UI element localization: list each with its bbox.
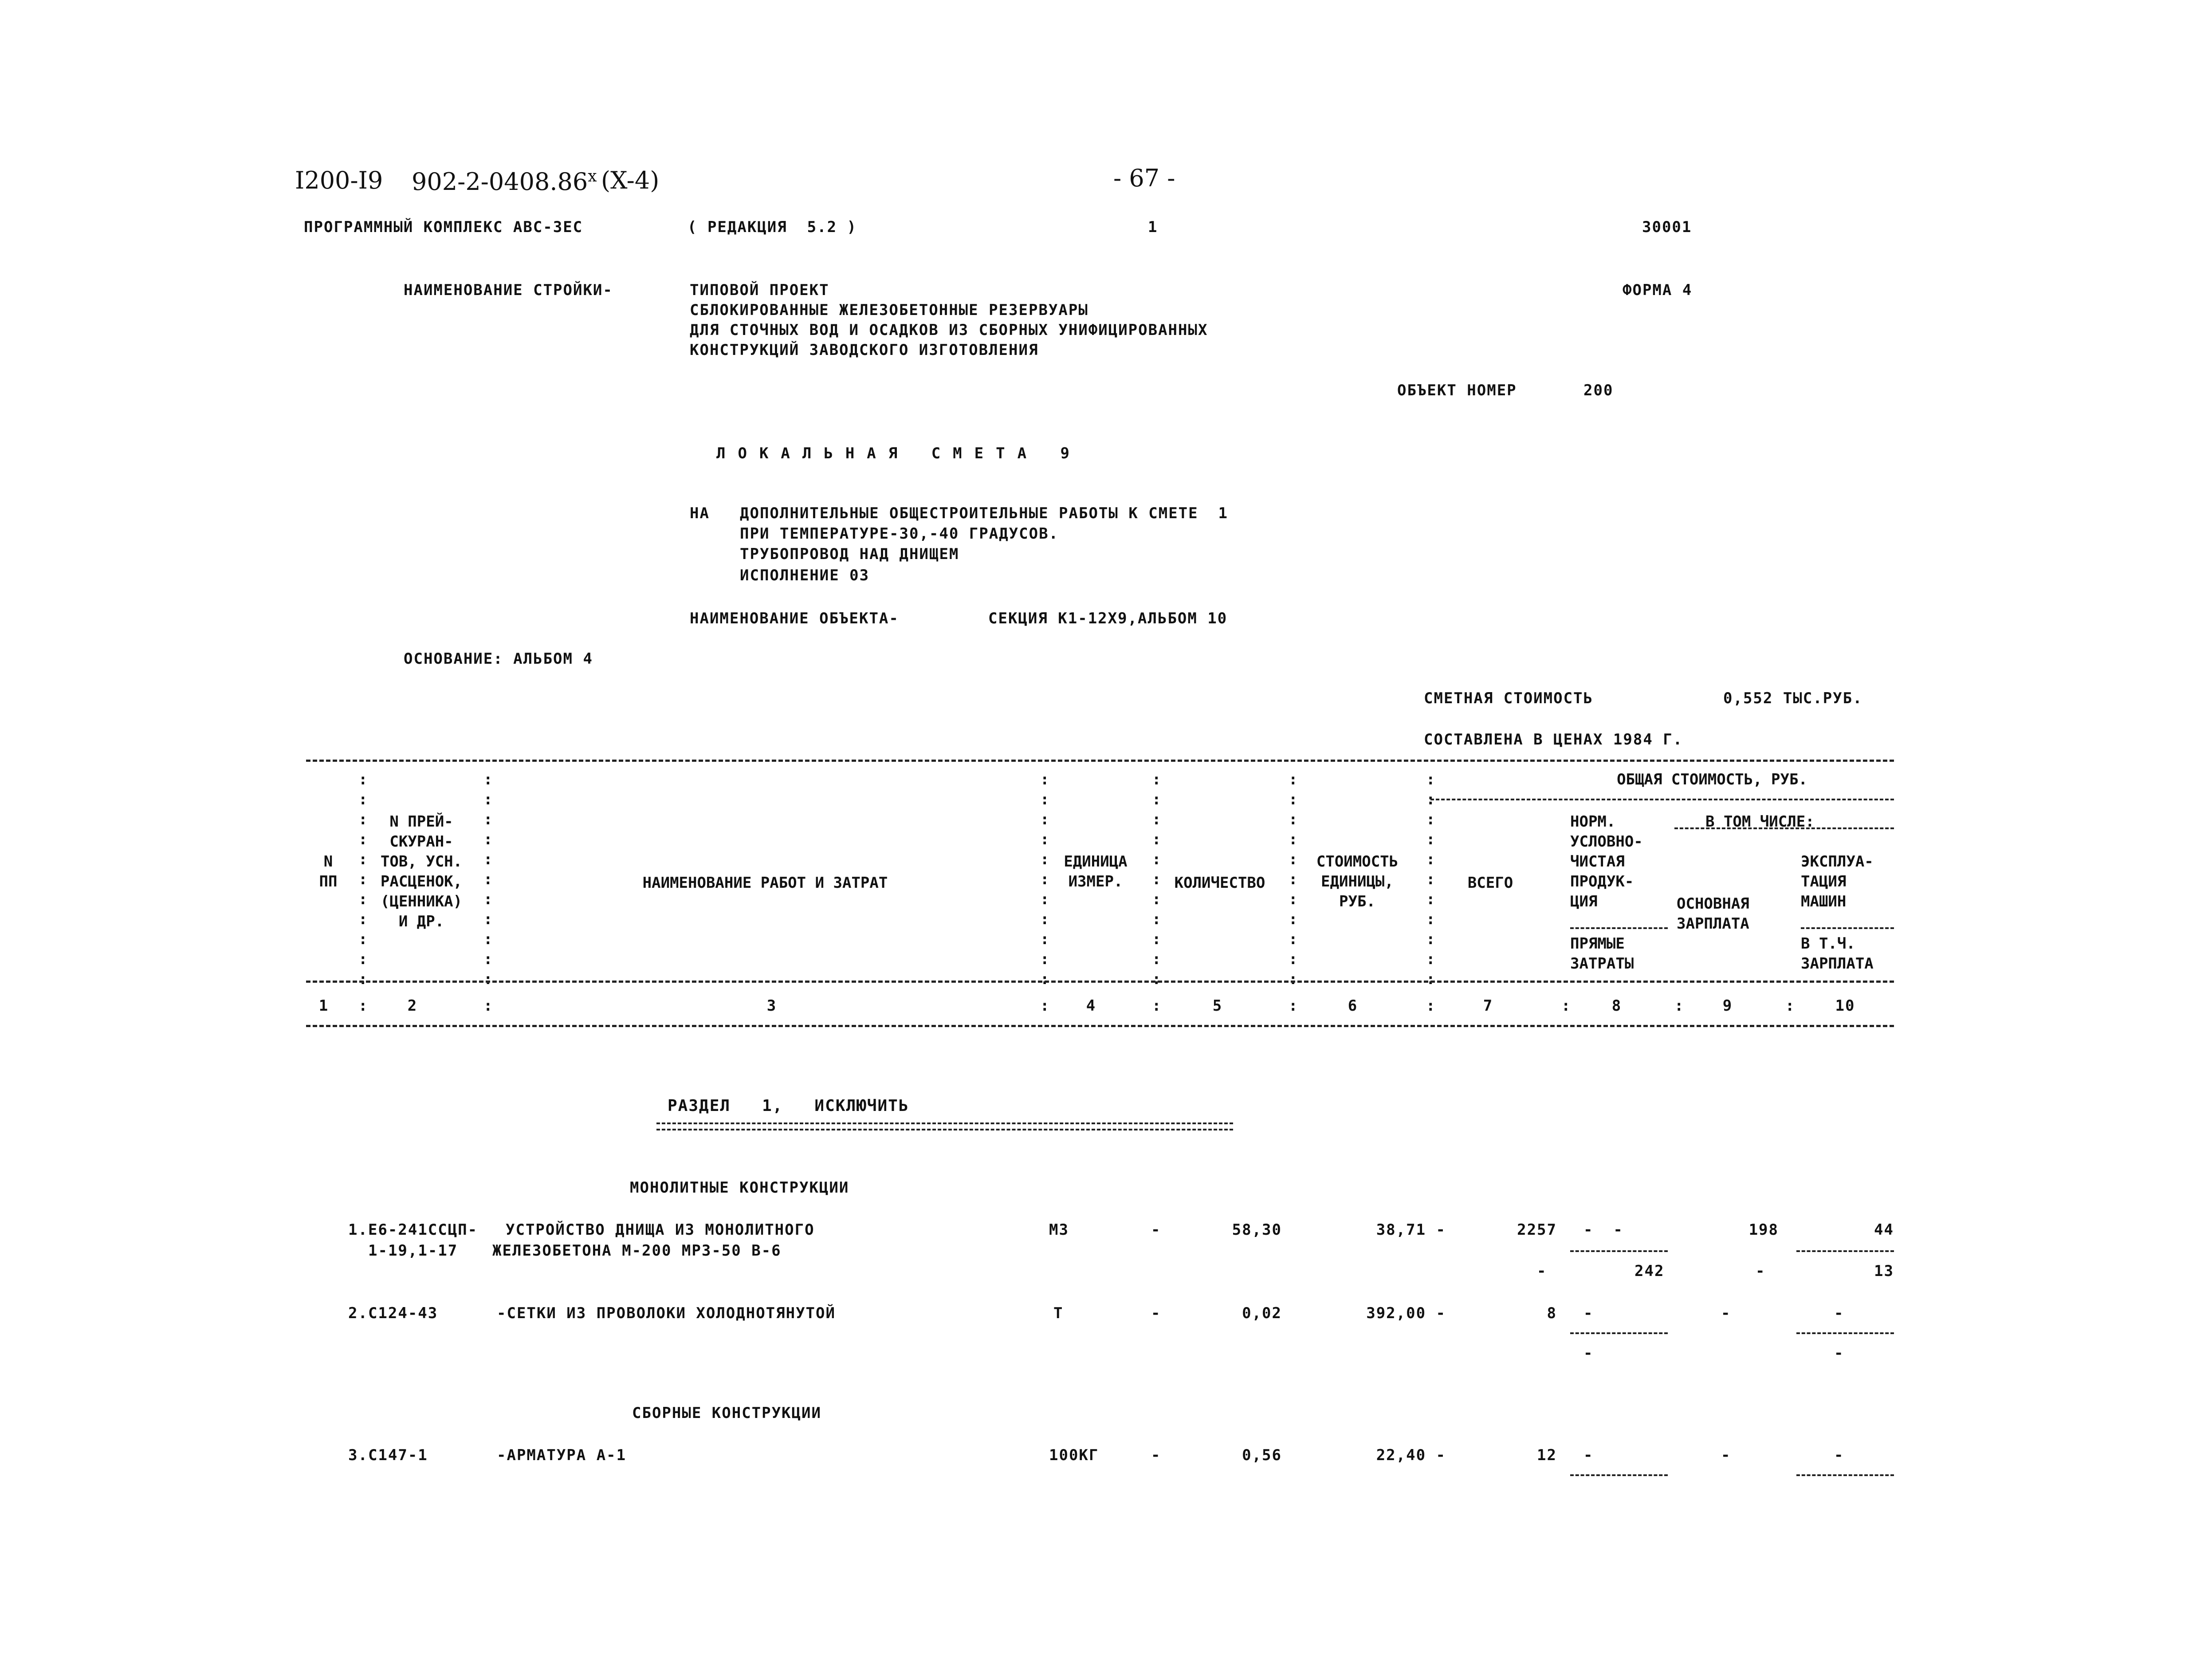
estimated-cost-label: СМЕТНАЯ СТОИМОСТЬ (1424, 689, 1593, 707)
row-base-wage: - (1721, 1304, 1731, 1322)
project-code-number: 902-2-0408.86 (412, 168, 588, 196)
column-number: 9 (1722, 997, 1733, 1015)
construction-line: ТИПОВОЙ ПРОЕКТ (690, 281, 829, 299)
cell-rule (1796, 1474, 1894, 1476)
column-number: 1 (318, 997, 329, 1015)
col-machine-operation-header: ЭКСПЛУА- ТАЦИЯ МАШИН (1801, 853, 1874, 910)
object-number-label: ОБЪЕКТ НОМЕР (1397, 382, 1517, 399)
row-machine-operation: 44 (1874, 1221, 1894, 1239)
object-number: 200 (1583, 382, 1614, 399)
cell-rule (1796, 1332, 1894, 1334)
form-label: ФОРМА 4 (1623, 281, 1693, 299)
group-rule (1430, 799, 1894, 800)
basis: ОСНОВАНИЕ: АЛЬБОМ 4 (404, 650, 593, 668)
row-unit: Т (1053, 1304, 1064, 1322)
separator: : (1152, 997, 1162, 1015)
cell-rule (1796, 1250, 1894, 1252)
row-machine-wage: 13 (1874, 1262, 1894, 1280)
row-unit-cost: 22,40 - (1376, 1446, 1446, 1464)
row-dash: - (1151, 1304, 1161, 1322)
column-number: 7 (1483, 997, 1493, 1015)
row-base-wage: 198 (1748, 1221, 1779, 1239)
price-basis: СОСТАВЛЕНА В ЦЕНАХ 1984 Г. (1424, 731, 1683, 748)
construction-line: ДЛЯ СТОЧНЫХ ВОД И ОСАДКОВ ИЗ СБОРНЫХ УНИФИЦИРОВАННЫХ (690, 321, 1208, 339)
separator: : : : : : : : : : : : (1426, 771, 1435, 988)
col-price-list-header: N ПРЕЙ- СКУРАН- ТОВ, УСН. РАСЦЕНОК, (ЦЕННИКА) И ДР. (380, 813, 463, 930)
row-net-production: - (1583, 1304, 1594, 1322)
col-work-name-header: НАИМЕНОВАНИЕ РАБОТ И ЗАТРАТ (642, 874, 888, 892)
row-unit-cost: 38,71 - (1376, 1221, 1446, 1239)
column-number: 3 (766, 997, 777, 1015)
group-rule (1801, 927, 1894, 929)
construction-line: КОНСТРУКЦИЙ ЗАВОДСКОГО ИЗГОТОВЛЕНИЯ (690, 341, 1039, 359)
row-code: 1.Е6-241ССЦП- (348, 1221, 478, 1239)
column-number: 8 (1611, 997, 1622, 1015)
separator: : (1674, 997, 1685, 1015)
purpose-line: ТРУБОПРОВОД НАД ДНИЩЕМ (740, 545, 959, 563)
separator: : (1426, 997, 1436, 1015)
row-unit-cost: 392,00 - (1366, 1304, 1446, 1322)
construction-line: СБЛОКИРОВАННЫЕ ЖЕЛЕЗОБЕТОННЫЕ РЕЗЕРВУАРЫ (690, 301, 1088, 319)
construction-label: НАИМЕНОВАНИЕ СТРОЙКИ- (404, 281, 613, 299)
separator: : : : : : : : : : : : (1152, 771, 1161, 988)
col-net-production-header: НОРМ. УСЛОВНО- ЧИСТАЯ ПРОДУК- ЦИЯ (1570, 813, 1643, 910)
row-code: 2.С124-43 (348, 1304, 438, 1322)
doc-code: I200-I9 (295, 166, 383, 194)
column-number: 5 (1212, 997, 1223, 1015)
row-machine-operation: - (1834, 1446, 1844, 1464)
row-direct-costs: - (1583, 1344, 1594, 1362)
row-base-wage-secondary: - (1756, 1262, 1766, 1280)
purpose-line: ДОПОЛНИТЕЛЬНЫЕ ОБЩЕСТРОИТЕЛЬНЫЕ РАБОТЫ К СМЕТЕ 1 (740, 504, 1229, 522)
purpose-line: ИСПОЛНЕНИЕ 03 (740, 567, 870, 584)
row-net-production: - (1583, 1446, 1594, 1464)
estimate-title: ЛОКАЛЬНАЯ СМЕТА 9 (716, 445, 1082, 462)
row-code-continued: 1-19,1-17 (368, 1242, 458, 1260)
row-direct-costs: 242 (1634, 1262, 1665, 1280)
group-heading: МОНОЛИТНЫЕ КОНСТРУКЦИИ (630, 1179, 849, 1197)
table-top-rule (306, 760, 1894, 762)
col-unit-cost-header: СТОИМОСТЬ ЕДИНИЦЫ, РУБ. (1316, 853, 1399, 910)
on-label: НА (690, 504, 710, 522)
row-total: 2257 (1517, 1221, 1557, 1239)
section-underline (656, 1122, 1233, 1130)
row-machine-operation: - (1834, 1304, 1844, 1322)
row-name: -СЕТКИ ИЗ ПРОВОЛОКИ ХОЛОДНОТЯНУТОЙ (497, 1304, 836, 1322)
column-number: 4 (1086, 997, 1096, 1015)
separator: : (1040, 997, 1050, 1015)
cell-rule (1570, 1250, 1668, 1252)
col-unit-header: ЕДИНИЦА ИЗМЕР. (1064, 853, 1128, 890)
row-total: 8 (1547, 1304, 1557, 1322)
separator: : (1289, 997, 1299, 1015)
cell-rule (1570, 1332, 1668, 1334)
separator: : (1785, 997, 1796, 1015)
estimated-cost-value: 0,552 ТЫС.РУБ. (1723, 689, 1863, 707)
column-number: 2 (407, 997, 418, 1015)
object-name-label: НАИМЕНОВАНИЕ ОБЪЕКТА- (690, 610, 899, 627)
column-number: 10 (1835, 997, 1855, 1015)
col-quantity-header: КОЛИЧЕСТВО (1174, 874, 1265, 892)
separator: : : : : : : : : : : : (1289, 771, 1298, 988)
group-rule (1674, 827, 1894, 829)
row-unit: М3 (1049, 1221, 1069, 1239)
cell-rule (1570, 1474, 1668, 1476)
row-dash: - (1151, 1446, 1161, 1464)
col-machine-wage-header: В Т.Ч. ЗАРПЛАТА (1801, 935, 1874, 973)
col-total-group-header: ОБЩАЯ СТОИМОСТЬ, РУБ. (1617, 771, 1807, 788)
group-rule (1570, 927, 1668, 929)
separator: : (358, 997, 369, 1015)
header-bottom-rule (306, 981, 1894, 983)
separator: : : : : : : : : : : : (483, 771, 493, 988)
separator: : (1561, 997, 1572, 1015)
row-code: 3.С147-1 (348, 1446, 428, 1464)
group-heading: СБОРНЫЕ КОНСТРУКЦИИ (632, 1404, 821, 1422)
code-number: 30001 (1642, 218, 1692, 236)
row-machine-wage: - (1834, 1344, 1844, 1362)
program-label: ПРОГРАММНЫЙ КОМПЛЕКС АВС-3ЕС (304, 218, 583, 236)
row-net-production: - - (1583, 1221, 1623, 1239)
sheet-suffix: (X-4) (601, 166, 660, 194)
separator: : : : : : : : : : : : (358, 771, 368, 988)
row-total-secondary: - (1537, 1262, 1547, 1280)
row-name: УСТРОЙСТВО ДНИЩА ИЗ МОНОЛИТНОГО (506, 1221, 815, 1239)
row-quantity: 0,02 (1242, 1304, 1282, 1322)
row-unit: 100КГ (1049, 1446, 1099, 1464)
column-number: 6 (1348, 997, 1358, 1015)
row-name-continued: ЖЕЛЕЗОБЕТОНА М-200 МРЗ-50 В-6 (492, 1242, 782, 1260)
row-base-wage: - (1721, 1446, 1731, 1464)
separator: : : : : : : : : : : : (1040, 771, 1049, 988)
project-code-superscript: x (588, 167, 597, 185)
project-code (412, 169, 597, 194)
object-name: СЕКЦИЯ К1-12Х9,АЛЬБОМ 10 (988, 610, 1228, 627)
separator: : (483, 997, 494, 1015)
col-total-header: ВСЕГО (1467, 874, 1513, 892)
section-title: РАЗДЕЛ 1, ИСКЛЮЧИТЬ (668, 1097, 909, 1115)
row-total: 12 (1537, 1446, 1557, 1464)
col-including-header: В ТОМ ЧИСЛЕ: (1705, 813, 1815, 831)
edition-label: ( РЕДАКЦИЯ 5.2 ) (688, 218, 857, 236)
row-quantity: 0,56 (1242, 1446, 1282, 1464)
col-base-wage-header: ОСНОВНАЯ ЗАРПЛАТА (1677, 895, 1749, 933)
purpose-line: ПРИ ТЕМПЕРАТУРЕ-30,-40 ГРАДУСОВ. (740, 525, 1059, 543)
row-dash: - (1151, 1221, 1161, 1239)
col-direct-costs-header: ПРЯМЫЕ ЗАТРАТЫ (1570, 935, 1634, 973)
row-quantity: 58,30 (1232, 1221, 1282, 1239)
page-number: - 67 - (1113, 164, 1175, 192)
sheet-number: 1 (1148, 218, 1158, 236)
header-close-rule (306, 1025, 1894, 1027)
row-name: -АРМАТУРА А-1 (497, 1446, 627, 1464)
col-number-header: N ПП (319, 853, 338, 890)
